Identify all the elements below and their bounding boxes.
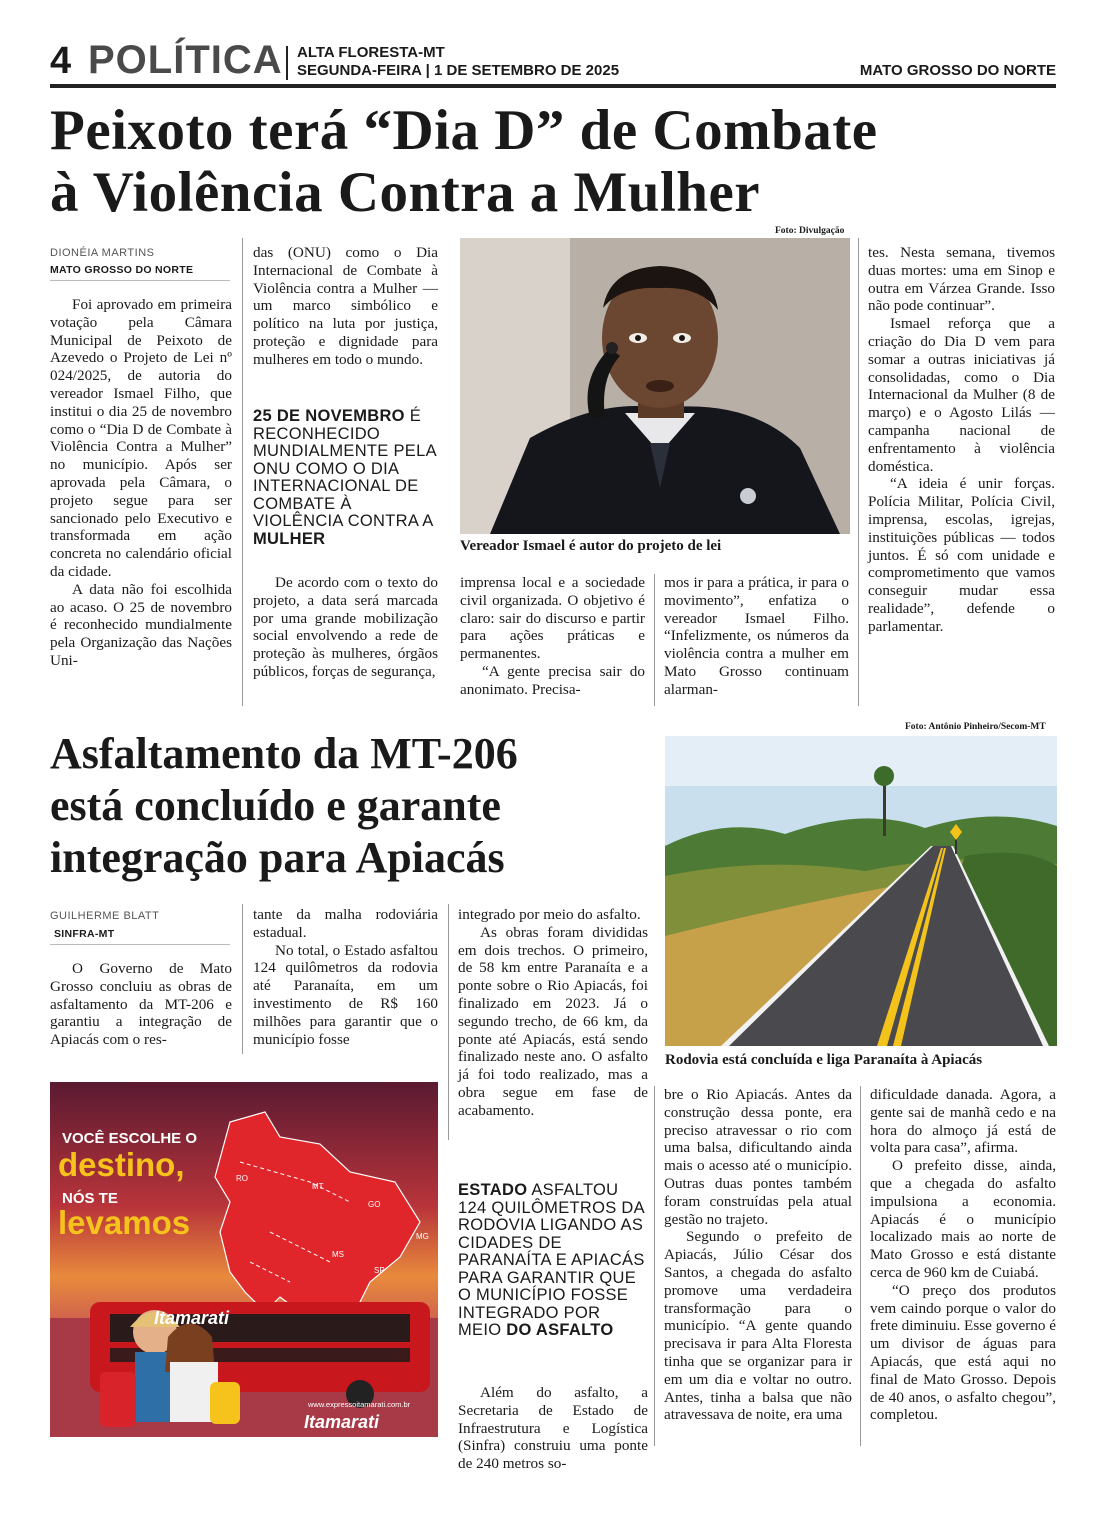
road-photo [665,736,1057,1046]
article1-column2-top [253,244,438,369]
paragraph: No total, o Estado asfaltou 124 quilômetros da rodovia até Paranaíta, em um investimento de R$ 160 milhões para garantir que o município fosse [253,941,438,1048]
column-rule [242,904,243,1054]
paragraph: das (ONU) como o Dia Internacional de Combate à Violência contra a Mulher — um marco simbólico e político na luta por justiça, proteção e dignidade para mulheres em todo o mundo. [253,244,438,368]
paragraph: dificuldade danada. Agora, a gente sai de manhã cedo e na hora do almoço já está de volta para casa”, afirma. [870,1086,1056,1157]
column-rule [858,238,859,706]
column-rule [860,1086,861,1446]
paragraph: “A gente precisa sair do anonimato. Precisa- [460,662,645,698]
article2-author-org: SINFRA-MT [54,928,115,940]
map-label-mg: MG [416,1232,429,1241]
paragraph: O prefeito disse, ainda, que a chegada do asfalto impulsiona a economia. Apiacás é o município localizado mais ao norte de Mato Grosso e está distante cerca de 960 km de Cuiabá. [870,1157,1056,1281]
section-title: POLÍTICA [88,38,283,82]
ad-line-1: VOCÊ ESCOLHE O [62,1130,198,1147]
ad-line-4: levamos [58,1204,191,1241]
article2-headline [50,728,650,884]
paragraph: De acordo com o texto do projeto, a data será marcada por uma grande mobilização social envolvendo a rede de proteção às mulheres, órgãos públicos, forças de segurança, [253,574,438,680]
itamarati-logo: Itamarati [304,1412,380,1432]
map-label-ms: MS [332,1250,344,1259]
article2-photo-caption: Rodovia está concluída e liga Paranaíta à Apiacás [665,1052,983,1068]
article2-headline-line3: integração para Apiacás [50,833,505,882]
road-photo-illustration [665,736,1057,1046]
itamarati-advertisement[interactable] [50,1082,438,1437]
paragraph: Foi aprovado em primeira votação pela Câmara Municipal de Peixoto de Azevedo o Projeto de Lei nº 024/2025, de autoria do vereador Ismael Filho, que institui o dia 25 de novembro como o “Dia D de Combate à Violência Contra a Mulher” no município. Após ser aprovada pela Câmara, o projeto segue para ser sancionado pelo Executivo e transformada em ação concreta no calendário oficial da cidade. [50,296,232,580]
header-region: MATO GROSSO DO NORTE [859,62,1056,79]
paragraph: mos ir para a prática, ir para o movimento”, enfatiza o vereador Ismael Filho. “Infelizmente, os números da violência contra a mulher em Mato Grosso continuam alarman- [664,574,849,698]
ad-line-3: NÓS TE [62,1190,118,1207]
article1-pullquote [253,408,438,548]
pullquote-bold: ESTADO [458,1181,528,1199]
paragraph: integrado por meio do asfalto. [458,906,641,923]
article1-headline-line2: à Violência Contra a Mulher [50,161,761,224]
page-number: 4 [50,40,72,82]
article1-column5 [868,244,1055,636]
article1-photo-credit: Foto: Divulgação [775,226,845,236]
ad-line-2: destino, [58,1146,185,1183]
header-city: ALTA FLORESTA-MT [297,44,445,61]
column-rule [654,1086,655,1446]
header-date: SEGUNDA-FEIRA | 1 DE SETEMBRO DE 2025 [297,62,620,79]
map-label-sp: SP [374,1266,385,1275]
article2-column1 [50,960,232,1049]
byline-rule [50,944,230,945]
paragraph: tante da malha rodoviária estadual. [253,906,438,941]
column-rule [242,238,243,706]
map-label-go: GO [368,1200,381,1209]
column-rule [448,904,449,1140]
article2-column4 [664,1086,852,1424]
pullquote-bold: 25 DE NOVEMBRO [253,407,405,425]
column-rule [654,574,655,706]
article2-pullquote [458,1182,648,1340]
article1-author-org: MATO GROSSO DO NORTE [50,264,194,276]
ad-website[interactable]: www.expressoitamarati.com.br [308,1400,411,1409]
map-label-mt: MT [312,1182,324,1191]
paragraph: Ismael reforça que a criação do Dia D vem para somar a outras iniciativas já consolidadas, como o Dia Internacional da Mulher (8 de março) e o Agosto Lilás — campanha nacional de enfrentamento à violência doméstica. [868,315,1055,475]
article1-headline-line1: Peixoto terá “Dia D” de Combate [50,99,878,162]
pullquote-text: É RECONHECIDO MUNDIALMENTE PELA ONU COMO O DIA INTERNACIONAL DE COMBATE À VIOLÊNCIA CONTRA A [253,407,436,530]
article2-column3-top [458,906,648,1120]
vereador-photo-illustration [460,238,850,534]
header-rule [50,84,1056,88]
paragraph: A data não foi escolhida ao acaso. O 25 de novembro é reconhecido mundialmente pela Organização das Nações Uni- [50,580,232,669]
article2-column3-bottom [458,1384,648,1473]
paragraph: bre o Rio Apiacás. Antes da construção dessa ponte, era preciso atravessar o rio com uma balsa, dificultando ainda mais o acesso até o município. Outras duas pontes também foram construídas pela atual gestão no trajeto. [664,1086,852,1228]
map-label-ro: RO [236,1174,248,1183]
paragraph: “O preço dos produtos vem caindo porque o valor do frete diminuiu. Esse governo é um divisor de águas para Apiacás, que está aqui no final de Mato Grosso. Depois de 40 anos, o asfalto chegou”, completou. [870,1281,1056,1424]
paragraph: “A ideia é unir forças. Polícia Militar, Polícia Civil, imprensa, escolas, igrejas, instituições públicas — todos juntos. É só com unidade e comprometimento que vamos conseguir mudar essa realidade”, defende o parlamentar. [868,475,1055,635]
pullquote-bold: DO ASFALTO [506,1321,614,1339]
paragraph: imprensa local e a sociedade civil organizada. O objetivo é claro: sair do discurso e partir para ações práticas e permanentes. [460,574,645,663]
article1-column4 [664,574,849,699]
paragraph: O Governo de Mato Grosso concluiu as obras de asfaltamento da MT-206 e garantiu a integração de Apiacás com o res- [50,960,232,1049]
paragraph: As obras foram divididas em dois trechos. O primeiro, de 58 km entre Paranaíta e a ponte sobre o Rio Apiacás, foi finalizado em 2023. Já o segundo trecho, de 66 km, da ponte até Apiacás, está sendo finalizado neste ano. O asfalto já foi todo realizado, mas a obra segue em fase de acabamento. [458,923,648,1119]
article1-headline [50,100,1056,224]
article2-photo-credit: Foto: Antônio Pinheiro/Secom-MT [905,722,1046,732]
article2-headline-line1: Asfaltamento da MT-206 [50,729,518,778]
article2-column2 [253,906,438,1048]
article2-column5 [870,1086,1056,1424]
paragraph: Além do asfalto, a Secretaria de Estado de Infraestrutura e Logística (Sinfra) construiu uma ponte de 240 metros so- [458,1384,648,1473]
pullquote-bold: MULHER [253,529,326,548]
article1-column3 [460,574,645,699]
vereador-photo [460,238,850,534]
paragraph: tes. Nesta semana, tivemos duas mortes: uma em Sinop e outra em Várzea Grande. Isso não pode continuar”. [868,244,1055,315]
byline-rule [50,280,230,281]
article1-column1 [50,296,232,670]
paragraph: Segundo o prefeito de Apiacás, Júlio César dos Santos, a chegada do asfalto promove uma verdadeira transformação para o município. “A gente quando precisava ir para Alta Floresta tinha que se organizar para ir em um dia e voltar no outro. Antes, tinha a balsa que não atravessava de noite, era uma [664,1228,852,1424]
pullquote-text: ASFALTOU 124 QUILÔMETROS DA RODOVIA LIGANDO AS CIDADES DE PARANAÍTA E APIACÁS PARA GARANTIR QUE O MUNICÍPIO FOSSE INTEGRADO POR MEIO [458,1181,645,1339]
article2-author: GUILHERME BLATT [50,910,160,922]
article1-photo-caption: Vereador Ismael é autor do projeto de lei [460,538,722,554]
article2-headline-line2: está concluído e garante [50,781,501,830]
header-separator [286,46,288,80]
bus-brand: Itamarati [154,1308,230,1328]
article1-author: DIONÉIA MARTINS [50,247,155,259]
article1-column2-bottom [253,574,438,681]
